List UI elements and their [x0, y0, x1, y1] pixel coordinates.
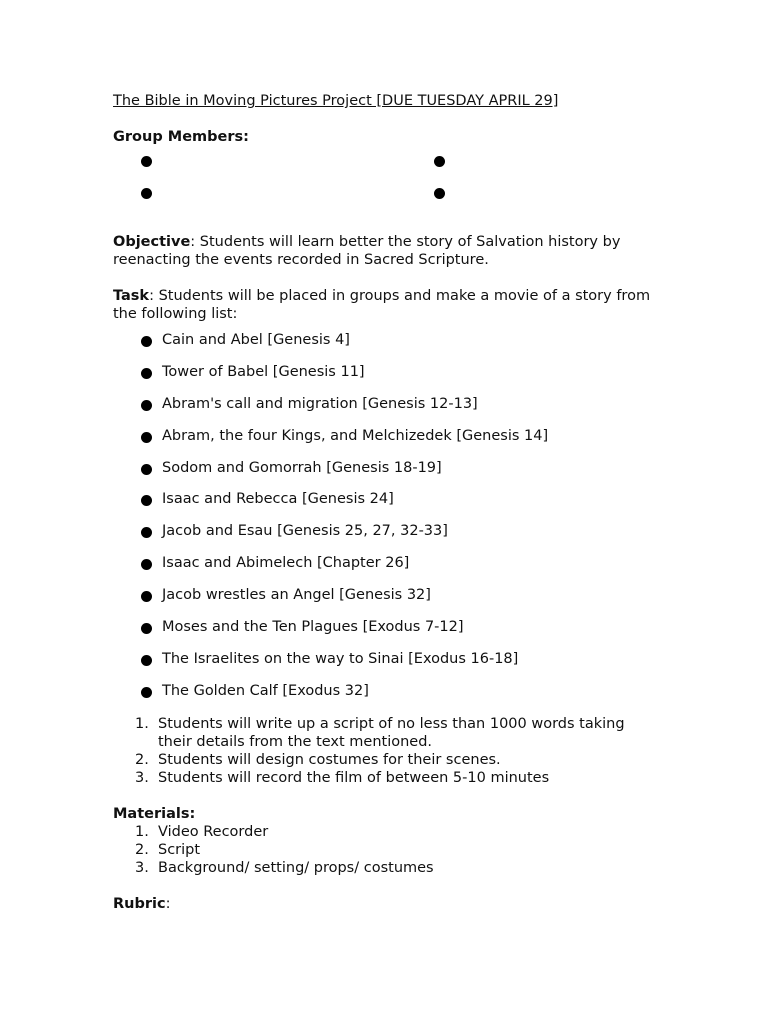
bullet-icon [141, 432, 152, 443]
material-number: 2. [135, 841, 149, 858]
story-label: The Golden Calf [Exodus 32] [162, 682, 369, 699]
rubric-suffix: : [165, 895, 171, 912]
story-label: Abram, the four Kings, and Melchizedek [Genesis 14] [162, 427, 549, 444]
material-text: Background/ setting/ props/ costumes [158, 859, 434, 876]
material-item [113, 859, 653, 877]
task-text: : Students will be placed in groups and make a movie of a story from the following list: [113, 288, 651, 322]
material-text: Video Recorder [158, 823, 269, 840]
bullet-icon [141, 368, 152, 379]
step-number: 1. [135, 715, 149, 732]
material-item [113, 841, 653, 859]
list-item [113, 490, 653, 522]
bullet-icon [141, 400, 152, 411]
task-paragraph [113, 287, 653, 323]
step-number: 3. [135, 769, 149, 786]
list-item [113, 586, 653, 618]
bullet-icon [141, 687, 152, 698]
story-label: Tower of Babel [Genesis 11] [162, 363, 365, 380]
group-members-list [113, 147, 653, 211]
material-number: 3. [135, 859, 149, 876]
bullet-icon [141, 464, 152, 475]
list-item [113, 618, 653, 650]
objective-paragraph [113, 233, 653, 269]
rubric-heading [113, 895, 653, 913]
story-label: Sodom and Gomorrah [Genesis 18-19] [162, 459, 442, 476]
step-item [113, 715, 653, 751]
list-item [113, 682, 653, 714]
story-label: The Israelites on the way to Sinai [Exodus 16-18] [162, 650, 519, 667]
materials-label: Materials: [113, 805, 196, 822]
bullet-icon [141, 591, 152, 602]
list-item [113, 554, 653, 586]
step-item [113, 751, 653, 769]
bullet-icon [141, 336, 152, 347]
bullet-icon [141, 559, 152, 570]
story-label: Jacob and Esau [Genesis 25, 27, 32-33] [162, 523, 448, 540]
material-number: 1. [135, 823, 149, 840]
bullet-icon [141, 655, 152, 666]
story-label: Moses and the Ten Plagues [Exodus 7-12] [162, 619, 464, 636]
document-title: The Bible in Moving Pictures Project [DUE TUESDAY APRIL 29] [113, 93, 559, 109]
list-item [113, 395, 653, 427]
list-item [113, 650, 653, 682]
member-bullet-2 [434, 156, 445, 167]
list-item [113, 459, 653, 491]
story-list [113, 331, 653, 714]
document-page [113, 92, 653, 913]
story-label: Abram's call and migration [Genesis 12-13] [162, 395, 478, 412]
task-label: Task [113, 288, 150, 304]
step-text: Students will design costumes for their scenes. [158, 751, 501, 768]
list-item [113, 331, 653, 363]
objective-text: : Students will learn better the story of Salvation history by reenacting the events recorded in Sacred Scripture. [113, 234, 621, 268]
step-item [113, 769, 653, 787]
materials-list [113, 823, 653, 877]
steps-list [113, 715, 653, 787]
step-text: Students will write up a script of no less than 1000 words taking their details from the text mentioned. [158, 715, 625, 750]
step-number: 2. [135, 751, 149, 768]
material-item [113, 823, 653, 841]
story-label: Jacob wrestles an Angel [Genesis 32] [162, 587, 431, 604]
list-item [113, 363, 653, 395]
story-label: Cain and Abel [Genesis 4] [162, 332, 350, 348]
list-item [113, 427, 653, 459]
step-text: Students will record the film of between 5-10 minutes [158, 769, 550, 786]
story-label: Isaac and Rebecca [Genesis 24] [162, 491, 394, 508]
member-bullet-3 [141, 188, 152, 199]
bullet-icon [141, 495, 152, 506]
material-text: Script [158, 841, 201, 858]
member-bullet-4 [434, 188, 445, 199]
bullet-icon [141, 527, 152, 538]
bullet-icon [141, 623, 152, 634]
list-item [113, 522, 653, 554]
story-label: Isaac and Abimelech [Chapter 26] [162, 555, 410, 572]
member-bullet-1 [141, 156, 152, 167]
rubric-label: Rubric [113, 895, 166, 912]
objective-label: Objective [113, 234, 191, 250]
group-members-label: Group Members: [113, 129, 249, 145]
